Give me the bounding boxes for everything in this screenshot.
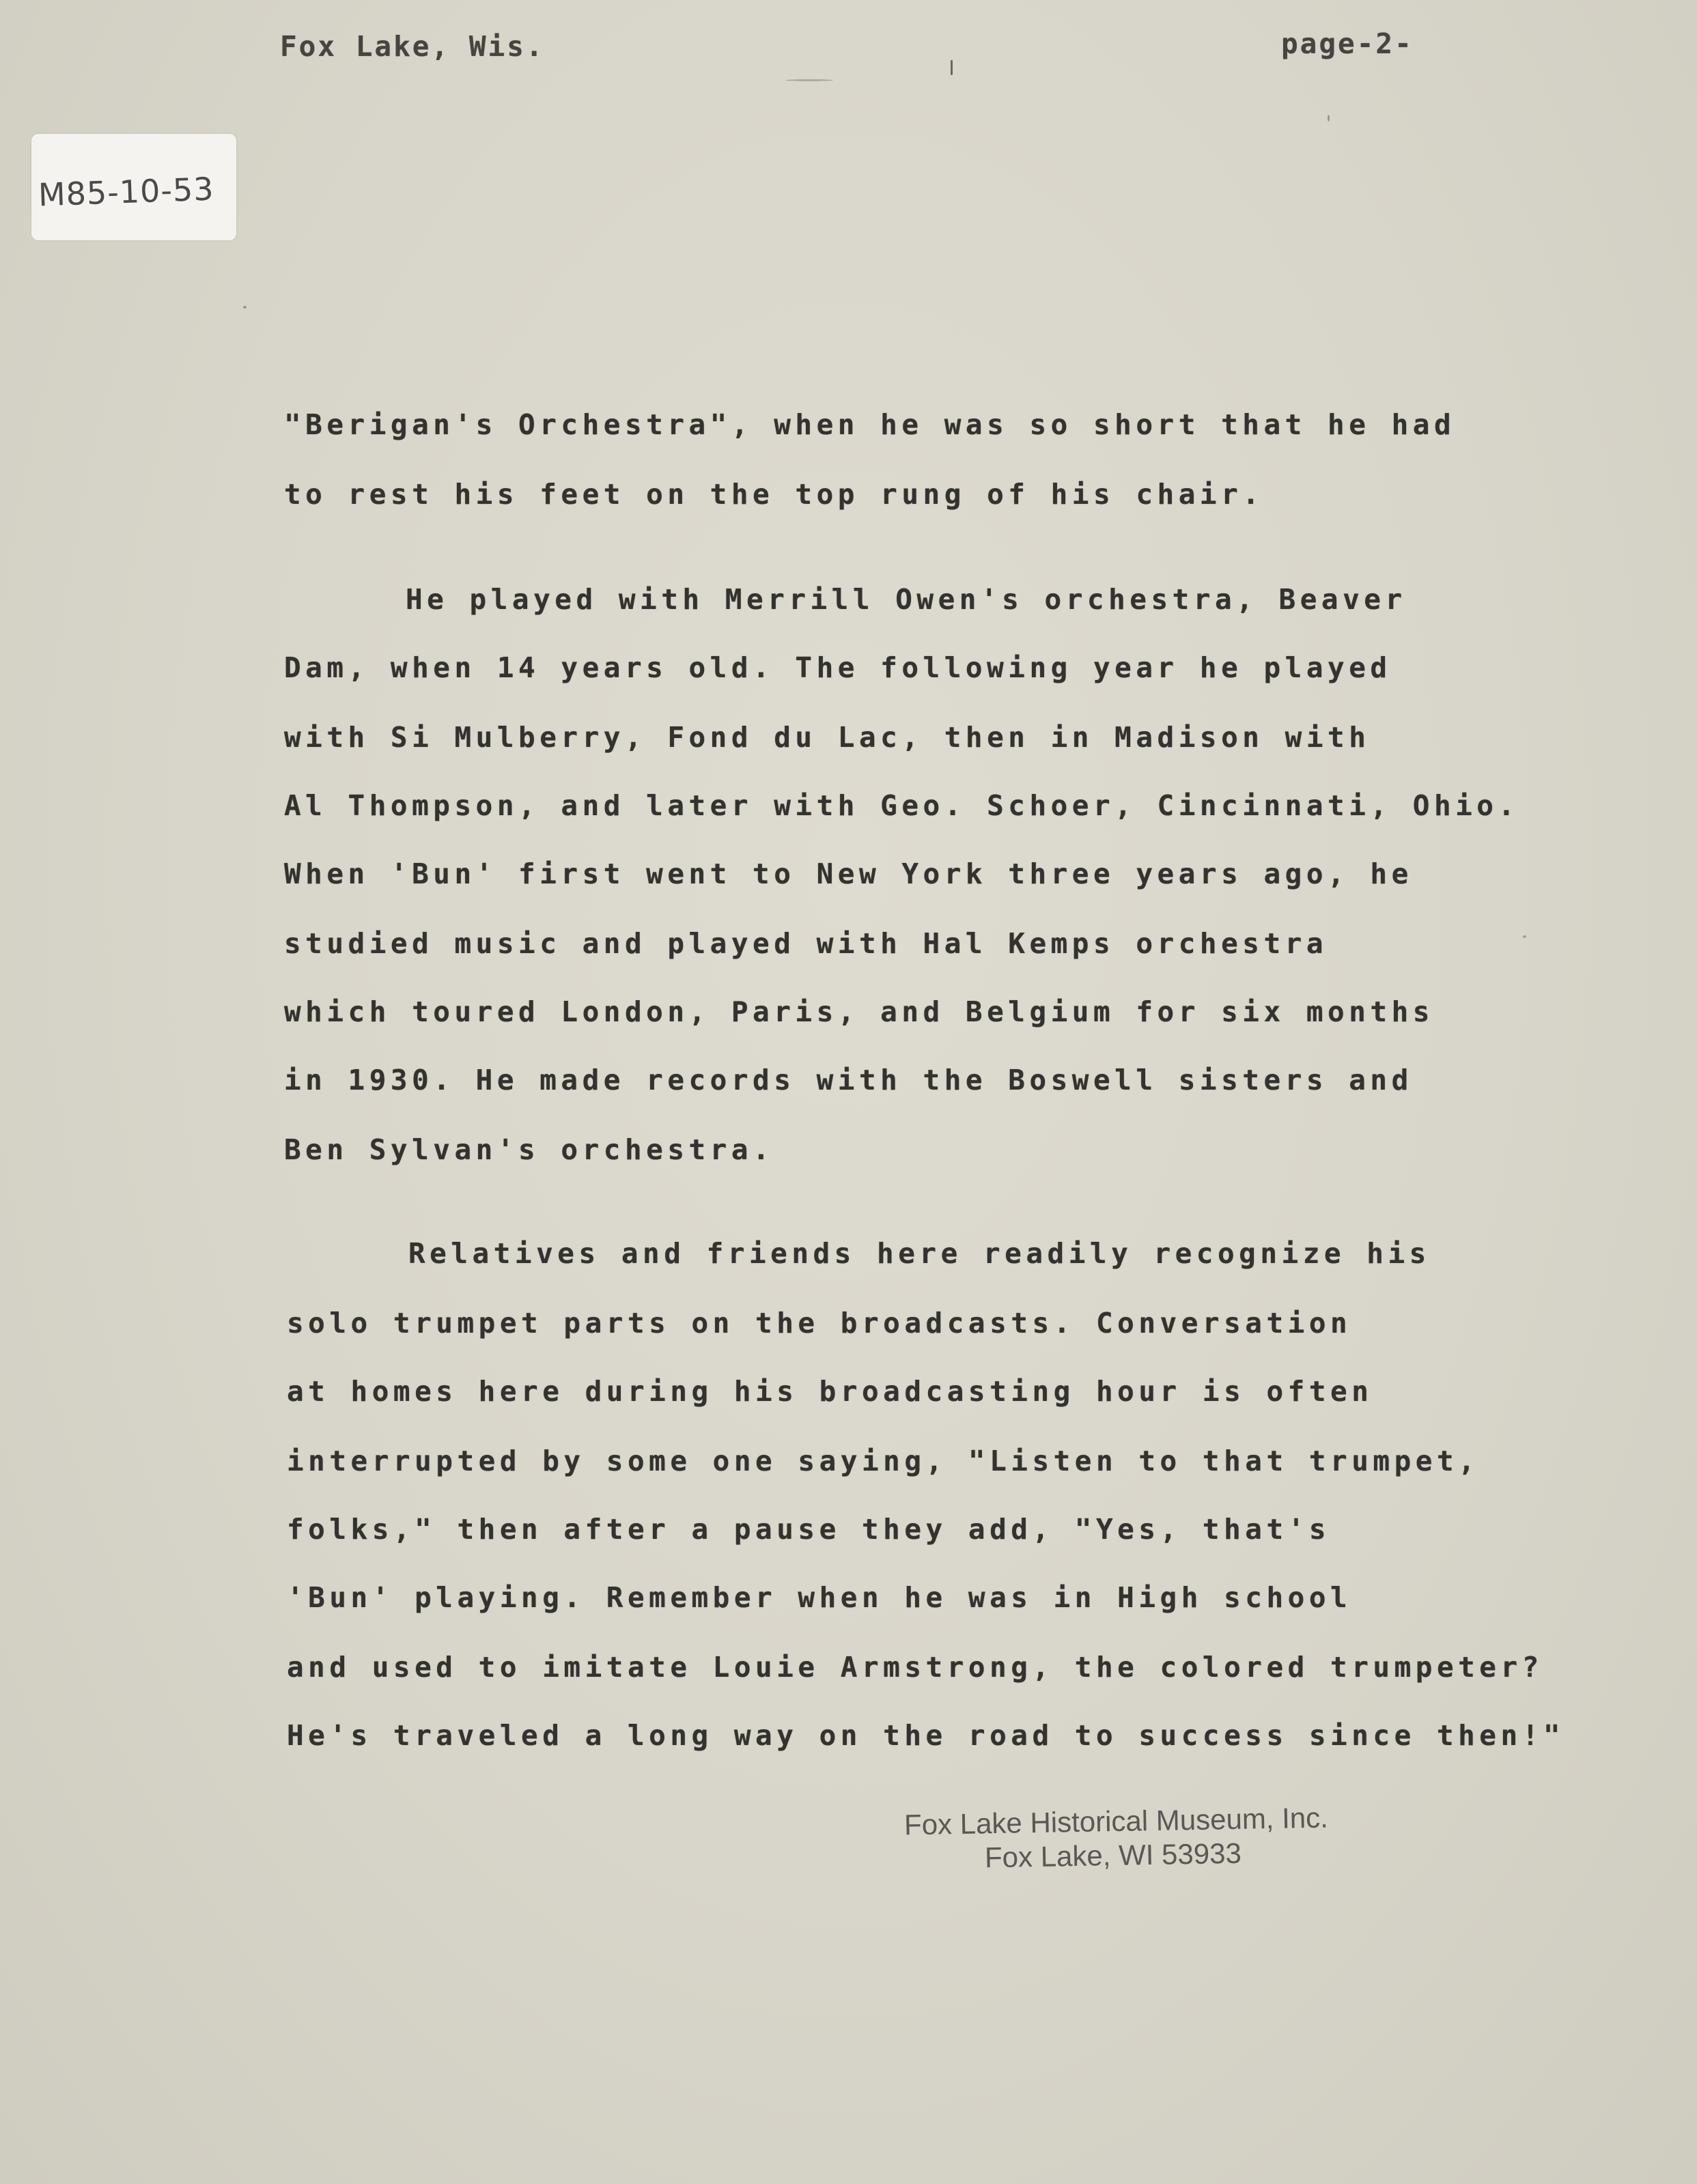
paper-mark bbox=[1328, 115, 1330, 122]
paper-mark bbox=[951, 60, 953, 75]
body-line: interrupted by some one saying, "Listen to that trumpet, bbox=[287, 1445, 1480, 1477]
body-line: When 'Bun' first went to New York three years ago, he bbox=[284, 857, 1413, 890]
body-line: in 1930. He made records with the Boswell sisters and bbox=[284, 1064, 1413, 1096]
body-line: Ben Sylvan's orchestra. bbox=[284, 1133, 774, 1166]
paper-mark bbox=[243, 306, 247, 309]
body-line: folks," then after a pause they add, "Yes, that's bbox=[287, 1513, 1331, 1546]
body-line: Relatives and friends here readily recognize his bbox=[408, 1237, 1431, 1270]
body-line: He played with Merrill Owen's orchestra, Beaver bbox=[406, 583, 1407, 616]
body-line: to rest his feet on the top rung of his chair. bbox=[284, 478, 1264, 511]
body-line: which toured London, Paris, and Belgium for six months bbox=[284, 995, 1434, 1028]
body-line: 'Bun' playing. Remember when he was in High school bbox=[287, 1581, 1352, 1614]
museum-stamp-address: Fox Lake, WI 53933 bbox=[984, 1836, 1242, 1874]
body-line: Dam, when 14 years old. The following year he played bbox=[284, 651, 1392, 684]
header-place: Fox Lake, Wis. bbox=[280, 30, 545, 63]
body-line: with Si Mulberry, Fond du Lac, then in Madison with bbox=[284, 721, 1371, 754]
page-number: page-2- bbox=[1281, 27, 1414, 60]
body-line: Al Thompson, and later with Geo. Schoer, Cincinnati, Ohio. bbox=[284, 789, 1519, 822]
paper-mark bbox=[1523, 935, 1526, 938]
paper-mark bbox=[785, 79, 833, 81]
body-line: He's traveled a long way on the road to success since then!" bbox=[287, 1719, 1565, 1752]
body-line: solo trumpet parts on the broadcasts. Conversation bbox=[287, 1307, 1352, 1339]
museum-stamp-name: Fox Lake Historical Museum, Inc. bbox=[903, 1801, 1329, 1841]
accession-number: M85-10-53 bbox=[38, 170, 215, 214]
body-line: at homes here during his broadcasting hour is often bbox=[287, 1375, 1373, 1408]
body-line: "Berigan's Orchestra", when he was so short that he had bbox=[284, 408, 1456, 441]
body-line: and used to imitate Louie Armstrong, the colored trumpeter? bbox=[287, 1651, 1543, 1684]
body-line: studied music and played with Hal Kemps orchestra bbox=[284, 927, 1328, 960]
